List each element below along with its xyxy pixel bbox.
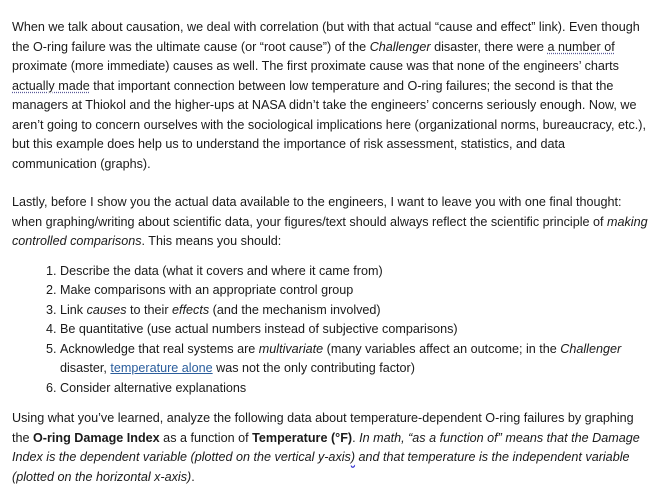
- list-item: [60, 262, 649, 282]
- italic-text: Challenger: [560, 341, 622, 356]
- list-item: [60, 301, 649, 321]
- italic-text: making controlled comparisons: [12, 214, 648, 248]
- temperature-alone-link[interactable]: temperature alone: [110, 361, 213, 375]
- list-item-text: disaster,: [60, 361, 111, 375]
- italic-text: In math, “as a function of” means that the Damage Index is the dependent variable (plotted on the vertical y-axis: [12, 430, 640, 464]
- text-run: When we talk about causation, we deal with correlation (but with that actual “cause and effect” link). Even though the O-ring failure was the ultimate cause (or “root cause”) of the: [12, 20, 640, 54]
- list-item: [60, 379, 649, 399]
- list-item: [60, 340, 649, 379]
- list-item-text: Link: [60, 302, 87, 317]
- paragraph-causation: [12, 18, 649, 174]
- text-run: that important connection between low temperature and O-ring failures; the second is that the managers at Thiokol and the higher-ups at NASA didn’t take the engineers’ concerns seriously enough. Now, we aren’t going to concern ourselves with the sociological implications here (organizational norms, bureaucracy, etc.), but this example does help us to understand the importance of risk assessment, statistics, and data communication (graphs).: [12, 78, 646, 171]
- text-run: disaster, there were: [430, 39, 548, 54]
- list-item: [60, 320, 649, 340]
- numbered-list: [12, 262, 649, 399]
- italic-text: multivariate: [258, 341, 324, 356]
- italic-text: effects: [172, 302, 210, 317]
- italic-text: Challenger: [369, 39, 431, 54]
- list-item-text: (and the mechanism involved): [209, 302, 381, 317]
- list-item-text: Be quantitative (use actual numbers instead of subjective comparisons): [60, 322, 458, 336]
- list-item-text: was not the only contributing factor): [212, 361, 415, 375]
- list-item-text: to their: [126, 302, 173, 317]
- list-item-text: (many variables affect an outcome; in the: [323, 341, 561, 356]
- list-item-text: Make comparisons with an appropriate control group: [60, 283, 354, 297]
- italic-text: causes: [86, 302, 127, 317]
- list-item-text: Describe the data (what it covers and where it came from): [60, 263, 383, 278]
- text-run: proximate (more immediate) causes as well. The first proximate cause was that none of the engineers’ charts: [12, 59, 619, 73]
- bold-text: Temperature (°F): [252, 430, 353, 445]
- grammar-flagged-text[interactable]: actually made: [12, 78, 90, 93]
- text-run: Using what you’ve learned, analyze the following data about temperature-dependent O-ring failures by graphing the: [12, 411, 634, 445]
- list-item: [60, 281, 649, 301]
- paragraph-instructions: [12, 409, 649, 487]
- text-run: .: [191, 469, 195, 484]
- text-run: . This means you should:: [141, 234, 282, 248]
- list-item-text: Consider alternative explanations: [60, 380, 247, 395]
- grammar-flagged-text[interactable]: a number of: [547, 39, 615, 54]
- spelling-flagged-text[interactable]: ): [350, 450, 356, 464]
- bold-text: O-ring Damage Index: [33, 430, 160, 445]
- paragraph-controlled-comparisons: [12, 193, 649, 252]
- text-run: .: [352, 430, 360, 445]
- list-item-text: Acknowledge that real systems are: [60, 341, 259, 356]
- text-run: as a function of: [159, 430, 253, 445]
- italic-text: and that temperature is the independent variable (plotted on the horizontal x-axis): [12, 450, 630, 484]
- text-run: Lastly, before I show you the actual data available to the engineers, I want to leave you with one final thought: when graphing/writing about scientific data, your figures/text should always reflect the scientific principle of: [12, 195, 622, 229]
